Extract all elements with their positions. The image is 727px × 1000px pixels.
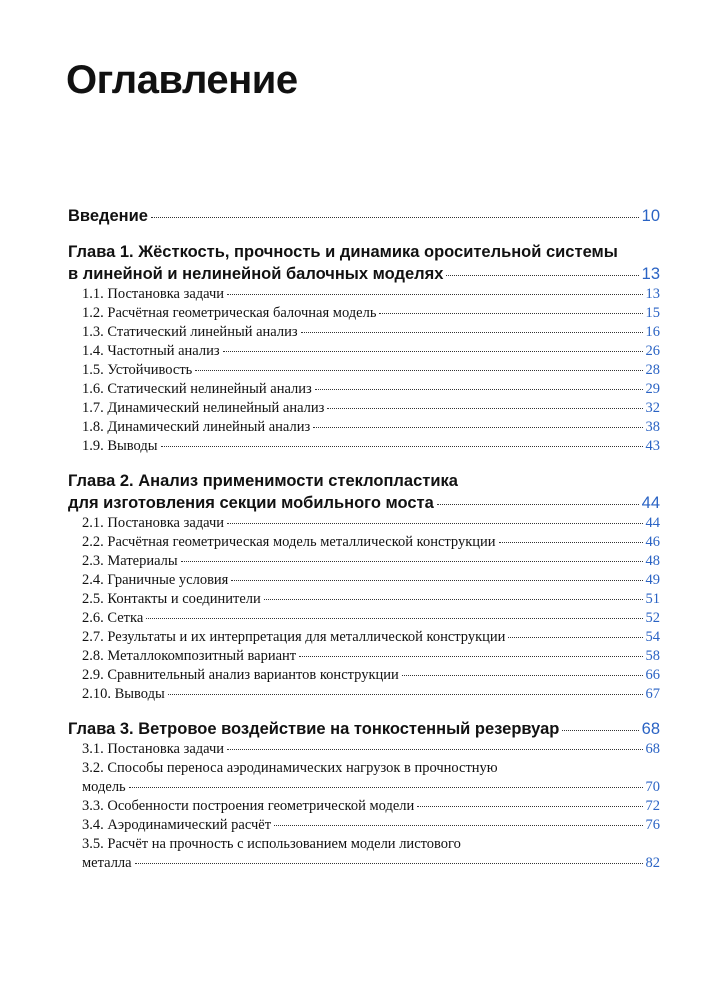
dot-leader bbox=[402, 675, 643, 676]
section-title-last-line[interactable] bbox=[82, 854, 660, 873]
chapter-heading[interactable] bbox=[68, 470, 660, 514]
toc-entry-title: 1.8. Динамический линейный анализ bbox=[82, 419, 311, 435]
section-entry[interactable] bbox=[68, 304, 660, 323]
toc-entry-page[interactable]: 52 bbox=[645, 610, 660, 626]
dot-leader bbox=[227, 294, 642, 295]
section-entry[interactable] bbox=[68, 437, 660, 456]
section-title-line: 3.2. Способы переноса аэродинамических нагрузок в прочностную bbox=[82, 760, 498, 776]
toc-entry-title: Глава 3. Ветровое воздействие на тонкостенный резервуар bbox=[68, 720, 560, 738]
toc-entry-title: 2.8. Металлокомпозитный вариант bbox=[82, 648, 297, 664]
toc-entry-page[interactable]: 70 bbox=[645, 779, 660, 795]
dot-leader bbox=[227, 523, 642, 524]
dot-leader bbox=[301, 332, 643, 333]
dot-leader bbox=[223, 351, 643, 352]
section-entry[interactable] bbox=[68, 514, 660, 533]
chapter-title-last-line[interactable] bbox=[68, 492, 660, 514]
toc-entry-page[interactable]: 44 bbox=[645, 515, 660, 531]
toc-entry-title: 3.4. Аэродинамический расчёт bbox=[82, 817, 272, 833]
dot-leader bbox=[146, 618, 642, 619]
dot-leader bbox=[315, 389, 643, 390]
section-entry[interactable] bbox=[68, 533, 660, 552]
toc-entry-title: модель bbox=[82, 779, 126, 795]
section-entry[interactable] bbox=[68, 399, 660, 418]
section-entry[interactable] bbox=[68, 380, 660, 399]
section-entry[interactable] bbox=[68, 418, 660, 437]
toc-entry-page[interactable]: 49 bbox=[645, 572, 660, 588]
toc-entry-page[interactable]: 72 bbox=[645, 798, 660, 814]
toc-entry-page[interactable]: 43 bbox=[645, 438, 660, 454]
toc-entry-title: 1.2. Расчётная геометрическая балочная модель bbox=[82, 305, 377, 321]
toc-entry-page[interactable]: 67 bbox=[645, 686, 660, 702]
dot-leader bbox=[135, 863, 643, 864]
toc-entry-page[interactable]: 13 bbox=[645, 286, 660, 302]
dot-leader bbox=[181, 561, 643, 562]
toc-entry-title: 2.2. Расчётная геометрическая модель металлической конструкции bbox=[82, 534, 496, 550]
toc-entry-title: 2.10. Выводы bbox=[82, 686, 165, 702]
toc-entry-title: 2.6. Сетка bbox=[82, 610, 144, 626]
section-title-last-line[interactable] bbox=[82, 778, 660, 797]
section-entry[interactable] bbox=[68, 342, 660, 361]
toc-entry-title: 2.4. Граничные условия bbox=[82, 572, 229, 588]
dot-leader bbox=[508, 637, 642, 638]
toc-entry-title: 1.4. Частотный анализ bbox=[82, 343, 220, 359]
toc-entry-title: 2.7. Результаты и их интерпретация для металлической конструкции bbox=[82, 629, 506, 645]
dot-leader bbox=[129, 787, 643, 788]
section-entry[interactable] bbox=[68, 609, 660, 628]
chapter-block bbox=[68, 718, 660, 873]
dot-leader bbox=[417, 806, 642, 807]
dot-leader bbox=[168, 694, 643, 695]
dot-leader bbox=[231, 580, 642, 581]
dot-leader bbox=[227, 749, 642, 750]
toc-entry-title: 2.9. Сравнительный анализ вариантов конструкции bbox=[82, 667, 399, 683]
toc-entry-title: 2.5. Контакты и соединители bbox=[82, 591, 261, 607]
toc-entry-page[interactable]: 38 bbox=[645, 419, 660, 435]
toc-entry-page[interactable]: 13 bbox=[641, 265, 660, 283]
toc-entry-title: металла bbox=[82, 855, 132, 871]
toc-entry-title: в линейной и нелинейной балочных моделях bbox=[68, 265, 444, 283]
toc-entry-intro[interactable] bbox=[68, 205, 660, 227]
toc-entry-page[interactable]: 68 bbox=[641, 720, 660, 738]
toc-entry-page[interactable]: 32 bbox=[645, 400, 660, 416]
toc-entry-page[interactable]: 46 bbox=[645, 534, 660, 550]
chapter-title-line: Глава 2. Анализ применимости стеклопластика bbox=[68, 472, 458, 490]
dot-leader bbox=[274, 825, 642, 826]
toc-entry-page[interactable]: 16 bbox=[645, 324, 660, 340]
toc-entry-title: 1.3. Статический линейный анализ bbox=[82, 324, 298, 340]
section-entry[interactable] bbox=[68, 552, 660, 571]
toc-entry-page[interactable]: 10 bbox=[641, 207, 660, 225]
section-entry[interactable] bbox=[68, 571, 660, 590]
dot-leader bbox=[379, 313, 642, 314]
dot-leader bbox=[562, 730, 638, 731]
section-entry[interactable] bbox=[68, 323, 660, 342]
toc-entry-page[interactable]: 26 bbox=[645, 343, 660, 359]
dot-leader bbox=[195, 370, 642, 371]
section-entry[interactable] bbox=[68, 835, 660, 873]
section-entry[interactable] bbox=[68, 685, 660, 704]
toc-entry-page[interactable]: 82 bbox=[645, 855, 660, 871]
dot-leader bbox=[499, 542, 643, 543]
page-title: Оглавление bbox=[66, 58, 298, 102]
toc-entry-page[interactable]: 29 bbox=[645, 381, 660, 397]
section-entry[interactable] bbox=[68, 285, 660, 304]
toc-entry-title: 2.1. Постановка задачи bbox=[82, 515, 225, 531]
toc-entry-title: 2.3. Материалы bbox=[82, 553, 178, 569]
chapter-heading[interactable] bbox=[68, 241, 660, 285]
chapter-list bbox=[68, 241, 660, 873]
dot-leader bbox=[264, 599, 643, 600]
dot-leader bbox=[446, 275, 638, 276]
toc-entry-title: 1.6. Статический нелинейный анализ bbox=[82, 381, 312, 397]
toc-entry-page[interactable]: 44 bbox=[641, 494, 660, 512]
section-entry[interactable] bbox=[68, 740, 660, 759]
toc-entry-title: 1.5. Устойчивость bbox=[82, 362, 193, 378]
dot-leader bbox=[313, 427, 642, 428]
toc-entry-title: 3.3. Особенности построения геометрической модели bbox=[82, 798, 415, 814]
section-entry[interactable] bbox=[68, 590, 660, 609]
dot-leader bbox=[161, 446, 643, 447]
toc-entry-title: Введение bbox=[68, 207, 148, 225]
section-entry[interactable] bbox=[68, 628, 660, 647]
dot-leader bbox=[299, 656, 642, 657]
toc-entry-page[interactable]: 28 bbox=[645, 362, 660, 378]
section-entry[interactable] bbox=[68, 816, 660, 835]
section-entry[interactable] bbox=[68, 647, 660, 666]
chapter-block bbox=[68, 241, 660, 456]
dot-leader bbox=[327, 408, 642, 409]
section-entry[interactable] bbox=[68, 666, 660, 685]
chapter-title-last-line[interactable] bbox=[68, 263, 660, 285]
toc-entry-title: 1.7. Динамический нелинейный анализ bbox=[82, 400, 325, 416]
dot-leader bbox=[437, 504, 639, 505]
toc-entry-page[interactable]: 54 bbox=[645, 629, 660, 645]
toc-entry-title: 1.9. Выводы bbox=[82, 438, 158, 454]
chapter-block bbox=[68, 470, 660, 704]
section-entry[interactable] bbox=[68, 361, 660, 380]
chapter-heading[interactable] bbox=[68, 718, 660, 740]
toc-entry-page[interactable]: 15 bbox=[645, 305, 660, 321]
toc-entry-title: 1.1. Постановка задачи bbox=[82, 286, 225, 302]
toc-entry-page[interactable]: 76 bbox=[645, 817, 660, 833]
section-entry[interactable] bbox=[68, 797, 660, 816]
section-entry[interactable] bbox=[68, 759, 660, 797]
toc-entry-page[interactable]: 51 bbox=[645, 591, 660, 607]
toc-entry-page[interactable]: 68 bbox=[645, 741, 660, 757]
table-of-contents bbox=[68, 205, 660, 873]
toc-entry-page[interactable]: 66 bbox=[645, 667, 660, 683]
toc-entry-page[interactable]: 58 bbox=[645, 648, 660, 664]
chapter-title-line: Глава 1. Жёсткость, прочность и динамика оросительной системы bbox=[68, 243, 618, 261]
toc-entry-title: 3.1. Постановка задачи bbox=[82, 741, 225, 757]
dot-leader bbox=[151, 217, 639, 218]
toc-entry-page[interactable]: 48 bbox=[645, 553, 660, 569]
section-title-line: 3.5. Расчёт на прочность с использованием модели листового bbox=[82, 836, 461, 852]
toc-entry-title: для изготовления секции мобильного моста bbox=[68, 494, 434, 512]
